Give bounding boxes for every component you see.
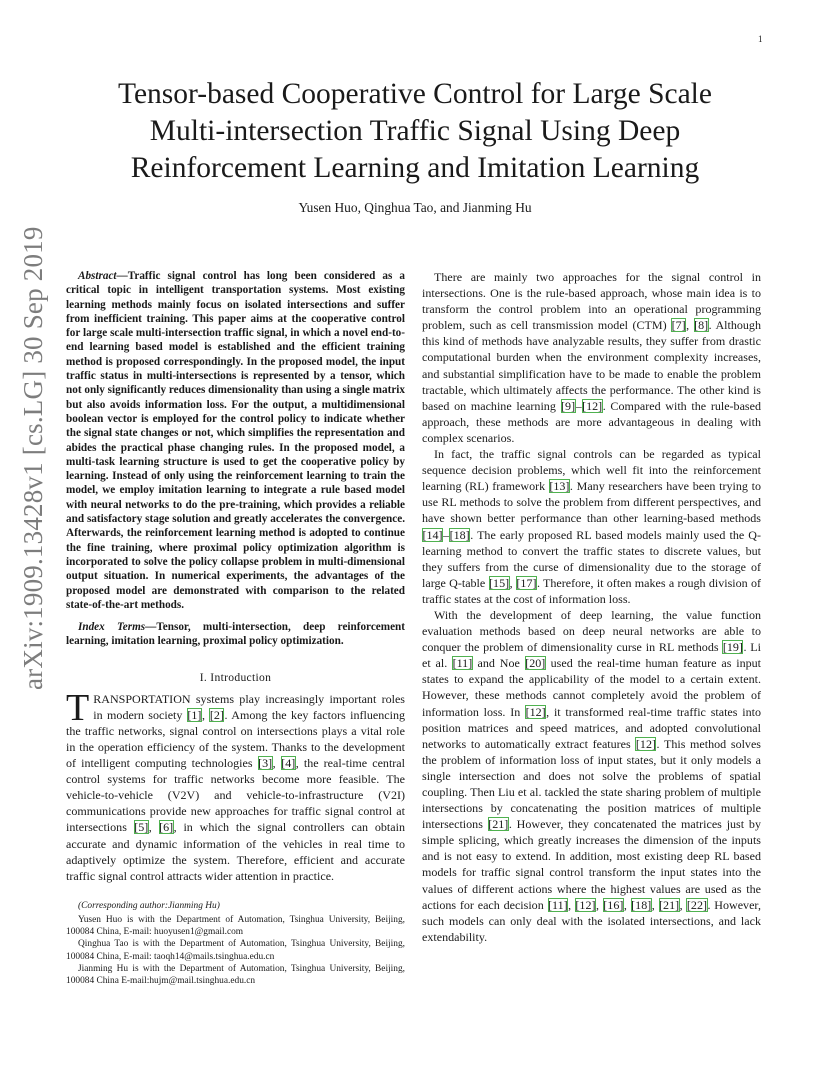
citation-link[interactable]: [8]: [694, 318, 709, 333]
citation-link[interactable]: [13]: [549, 479, 570, 494]
citation-link[interactable]: [12]: [525, 704, 546, 719]
citation-link[interactable]: [17]: [516, 575, 537, 590]
text-run: ,: [201, 707, 210, 722]
text-run: and Noe: [472, 656, 525, 671]
text-run: ,: [272, 756, 281, 771]
citation-link[interactable]: [12]: [635, 736, 656, 751]
text-run: . However, such models can only deal with the isolated intersections, and lack extendability.: [422, 897, 761, 944]
text-run: . The early proposed RL based models mainly used the Q-learning method to convert the traffic states to discrete values, but they suffers from the curse of dimensionality due to the storage of large Q-table: [422, 527, 761, 590]
intro-paragraph: [66, 686, 405, 884]
text-run: , it transformed real-time traffic states into position matrices and speed matrices, and adopted convolutional networks to automatically extract features: [422, 704, 761, 751]
intro-lead-word: RANSPORTATION: [93, 691, 191, 706]
left-column: [66, 269, 405, 987]
page-number: 1: [758, 34, 763, 44]
right-column: [422, 269, 761, 945]
abstract: [66, 269, 405, 612]
citation-link[interactable]: [19]: [722, 640, 743, 655]
text-run: systems play increasingly important roles in modern society: [93, 691, 405, 722]
text-run: ,: [148, 820, 159, 835]
body-paragraph: [422, 269, 761, 446]
corresponding-author-note: (Corresponding author:Jianming Hu): [78, 900, 220, 911]
text-run: In fact, the traffic signal controls can be regarded as typical sequence decision problems, which well fit into the reinforcement learning (RL) framework: [422, 447, 761, 494]
section-heading-introduction: I. Introduction: [199, 670, 272, 684]
body-paragraph: [422, 446, 761, 607]
text-run: . However, they concatenated the matrices just by simple splicing, which greatly increases the dimension of the inputs and is not easy to extend. In addition, most existing deep RL based models for traffic signal control transform the input states into the values of different actions where the highest values are used as the actions for each decision: [422, 817, 761, 912]
citation-link[interactable]: [16]: [603, 897, 624, 912]
affiliation-footnote: Yusen Huo is with the Department of Automation, Tsinghua University, Beijing, 100084 China, E-mail: huoyusen1@gmail.com: [66, 915, 405, 938]
citation-link[interactable]: [20]: [525, 656, 546, 671]
text-run: –: [575, 398, 582, 413]
citation-link[interactable]: [11]: [548, 897, 568, 912]
text-run: , in which the signal controllers can obtain accurate and dynamic information of the vehicles in real time to adaptively optimize the system. Therefore, efficient and accurate traffic signal control attracts wider attention in practice.: [66, 820, 405, 883]
citation-link[interactable]: [12]: [582, 398, 603, 413]
index-terms: [66, 620, 405, 649]
title-line: Multi-intersection Traffic Signal Using Deep: [149, 115, 681, 147]
text-run: , the real-time central control systems for traffic networks become more feasible. The vehicle-to-vehicle (V2V) and vehicle-to-infrastructure (V2I) communications provide new approaches for traffic signal control at intersections: [66, 756, 405, 835]
citation-link[interactable]: [7]: [671, 318, 686, 333]
citation-link[interactable]: [18]: [449, 527, 470, 542]
text-run: With the development of deep learning, the value function evaluation methods based on deep neural networks are able to conquer the problem of dimensionality curse in RL methods: [422, 607, 761, 655]
text-run: . Therefore, it often makes a rough division of traffic states at the cost of information loss.: [422, 575, 761, 606]
body-paragraph: [422, 607, 761, 945]
author-list: Yusen Huo, Qinghua Tao, and Jianming Hu: [298, 200, 532, 215]
text-run: . Many researchers have been trying to use RL methods to solve the problem from different perspectives, and have shown better performance than other learning-based methods: [422, 479, 761, 526]
citation-link[interactable]: [22]: [686, 897, 707, 912]
text-run: ,: [596, 897, 603, 912]
abstract-label: Abstract: [78, 270, 117, 282]
text-run: ,: [651, 897, 659, 912]
index-terms-label: Index Terms: [78, 621, 146, 634]
citation-link[interactable]: [15]: [489, 575, 510, 590]
text-run: ,: [568, 897, 575, 912]
text-run: –: [443, 527, 450, 542]
citation-link[interactable]: [12]: [575, 897, 596, 912]
citation-link[interactable]: [21]: [488, 817, 509, 832]
citation-link[interactable]: [2]: [209, 707, 224, 722]
title-line: Reinforcement Learning and Imitation Learning: [130, 152, 700, 184]
footnotes: [66, 900, 405, 987]
paper-title: [60, 76, 770, 187]
arxiv-identifier-stamp: arXiv:1909.13428v1 [cs.LG] 30 Sep 2019: [18, 226, 48, 690]
title-line: Tensor-based Cooperative Control for Large Scale: [118, 78, 712, 110]
citation-link[interactable]: [9]: [561, 398, 576, 413]
text-run: There are mainly two approaches for the signal control in intersections. One is the rule-based approach, whose main idea is to transform the control problem into an operational programming problem, such as cell transmission model (CTM): [422, 270, 761, 333]
text-run: . Although this kind of methods have analyzable results, they suffer from drastic computational burden when the environment complexity increases, and substantial simplification have to be made to enable the problem tractable, which ultimately affects the performance. The other kind is based on machine learning: [422, 318, 761, 413]
index-terms-text: —Tensor, multi-intersection, deep reinforcement learning, imitation learning, proximal policy optimization.: [66, 621, 405, 648]
text-run: . Among the key factors influencing the traffic networks, signal control on intersections plays a vital role in the operation efficiency of the system. Thanks to the development of intelligent computing technologies: [66, 707, 405, 771]
citation-link[interactable]: [6]: [159, 820, 174, 835]
affiliation-footnote: Qinghua Tao is with the Department of Automation, Tsinghua University, Beijing, 100084 China, E-mail: taoqh14@mails.tsinghua.edu.cn: [66, 939, 405, 962]
text-run: ,: [509, 575, 516, 590]
drop-cap: T: [66, 686, 90, 729]
text-run: ,: [686, 318, 694, 333]
affiliation-footnote: Jianming Hu is with the Department of Automation, Tsinghua University, Beijing, 100084 China E-mail:hujm@mail.tsinghua.edu.cn: [66, 963, 405, 987]
citation-link[interactable]: [18]: [631, 897, 652, 912]
text-run: ,: [623, 897, 631, 912]
citation-link[interactable]: [1]: [187, 707, 202, 722]
citation-link[interactable]: [21]: [659, 897, 680, 912]
citation-link[interactable]: [11]: [452, 656, 473, 671]
citation-link[interactable]: [3]: [258, 756, 273, 771]
citation-link[interactable]: [14]: [422, 527, 443, 542]
text-run: ,: [679, 897, 687, 912]
citation-link[interactable]: [5]: [134, 820, 149, 835]
text-run: . Compared with the rule-based approach, these methods are more advantageous in dealing with complex scenarios.: [422, 398, 761, 445]
text-run: . This method solves the problem of information loss of input states, but it only models a single intersection and does not solve the problems of spatial coupling. Then Liu et al. tackled the state sharing problem of multiple intersections by concatenating the position matrices of multiple intersections: [422, 736, 761, 832]
abstract-text: —Traffic signal control has long been considered as a critical topic in intelligent transportation systems. Most existing learning methods mainly focus on isolated intersections and suffer from inefficient training. This paper aims at the cooperative control for large scale multi-intersection traffic signal, in which a novel end-to-end learning based model is established and the efficient training method is proposed correspondingly. In the proposed model, the input traffic status in multi-intersections is represented by a tensor, which not only significantly reduces dimensionality than using a single matrix but also avoids information loss. For the output, a multidimensional boolean vector is employed for the control policy to indicate whether the signal state changes or not, which simplifies the representation and abides the practical phase changing rules. In the proposed model, a multi-task learning structure is used to get the cooperative policy by learning. Instead of only using the reinforcement learning to train the model, we employ imitation learning to integrate a rule based model with neural networks to do the pre-training, which provides a reliable and satisfactory stage solution and greatly accelerates the convergence. Afterwards, the reinforcement learning method is adopted to continue the fine training, where proximal policy optimization algorithm is incorporated to solve the policy collapse problem in multi-dimensional output situation. In numerical experiments, the advantages of the proposed model are demonstrated with comparison to the related state-of-the-art methods.: [66, 270, 405, 611]
citation-link[interactable]: [4]: [281, 756, 296, 771]
text-run: . Li et al.: [422, 640, 762, 671]
text-run: used the real-time human feature as input states to expand the applicability of the model to a certain extent. However, these methods cannot completely avoid the problem of information loss. In: [422, 656, 761, 719]
